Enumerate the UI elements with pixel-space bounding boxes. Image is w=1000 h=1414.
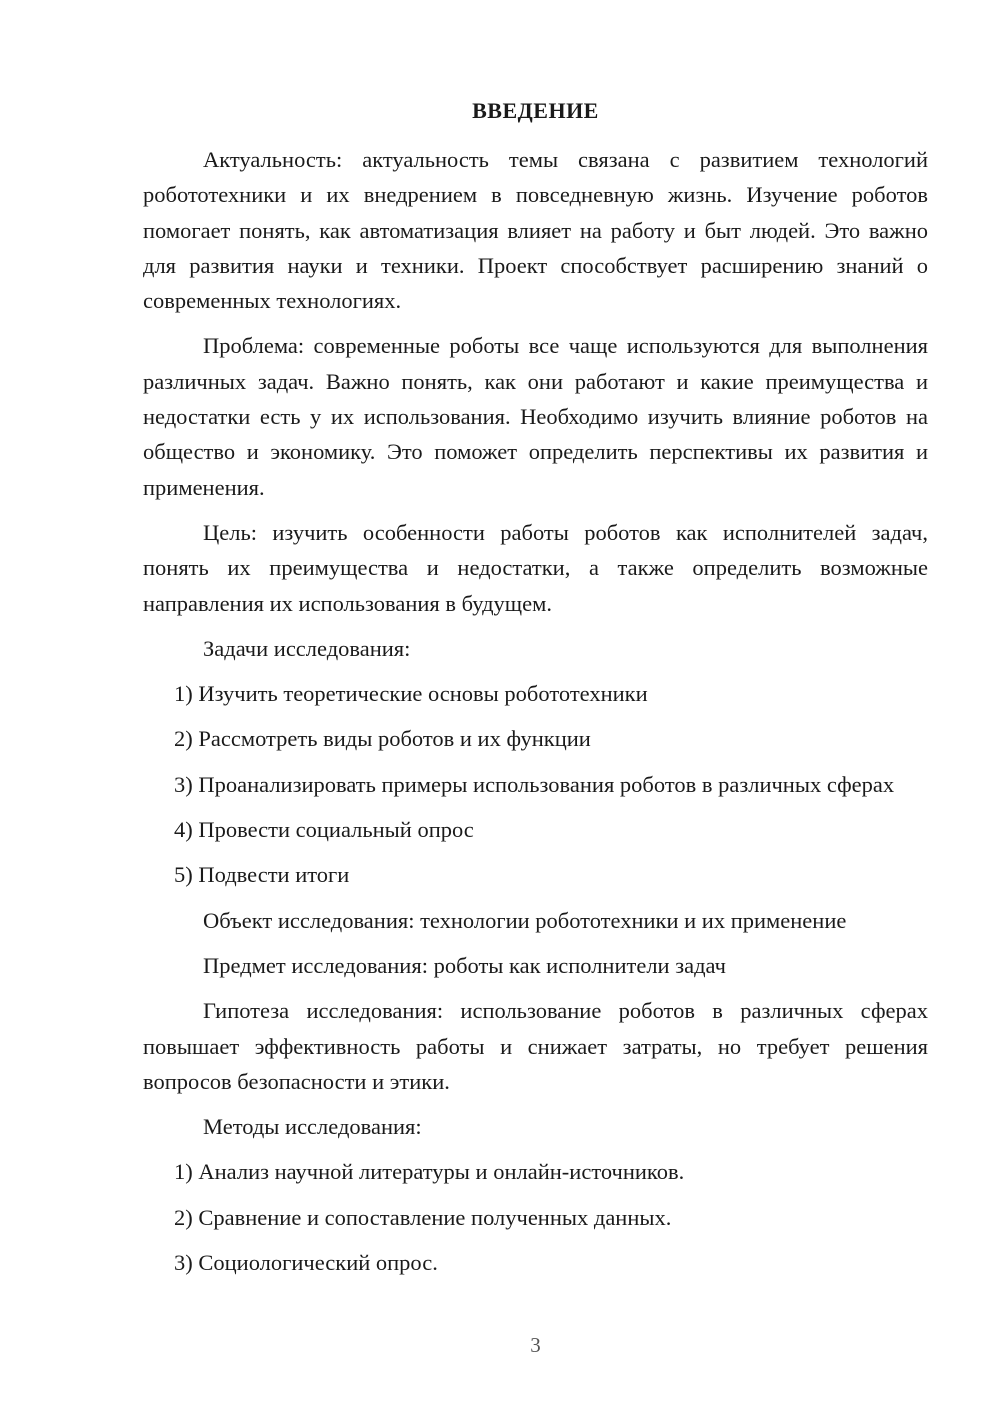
subject-paragraph: Предмет исследования: роботы как исполнители задач bbox=[203, 952, 726, 978]
task-item: 4) Провести социальный опрос bbox=[174, 817, 474, 843]
page-number: 3 bbox=[530, 1333, 541, 1357]
task-item: 1) Изучить теоретические основы робототехники bbox=[174, 681, 648, 707]
hypothesis-paragraph: Гипотеза исследования: использование роботов в различных сферах повышает эффективность работы и снижает затраты, но требует решения вопросов безопасности и этики. bbox=[143, 998, 928, 1094]
section-title: ВВЕДЕНИЕ bbox=[472, 98, 599, 123]
method-item: 1) Анализ научной литературы и онлайн-источников. bbox=[174, 1159, 685, 1185]
task-item: 3) Проанализировать примеры использования роботов в различных сферах bbox=[174, 771, 895, 797]
methods-heading: Методы исследования: bbox=[203, 1114, 422, 1140]
task-item: 5) Подвести итоги bbox=[174, 862, 350, 888]
document-page bbox=[143, 0, 928, 1414]
problem-paragraph: Проблема: современные роботы все чаще используются для выполнения различных задач. Важно понять, как они работают и какие преимущества и недостатки есть у их использования. Необходимо изучить влияние роботов на общество и экономику. Это поможет определить перспективы их развития и применения. bbox=[143, 333, 928, 500]
goal-paragraph: Цель: изучить особенности работы роботов как исполнителей задач, понять их преимущества и недостатки, а также определить возможные направления их использования в будущем. bbox=[143, 519, 928, 616]
document-body bbox=[143, 142, 928, 1290]
relevance-paragraph: Актуальность: актуальность темы связана с развитием технологий робототехники и их внедрением в повседневную жизнь. Изучение роботов помогает понять, как автоматизация влияет на работу и быт людей. Это важно для развития науки и техники. Проект способствует расширению знаний о современных технологиях. bbox=[143, 147, 928, 314]
method-item: 2) Сравнение и сопоставление полученных данных. bbox=[174, 1204, 672, 1230]
object-paragraph: Объект исследования: технологии робототехники и их применение bbox=[203, 907, 847, 933]
method-item: 3) Социологический опрос. bbox=[174, 1250, 438, 1276]
tasks-heading: Задачи исследования: bbox=[203, 635, 411, 661]
task-item: 2) Рассмотреть виды роботов и их функции bbox=[174, 726, 591, 752]
